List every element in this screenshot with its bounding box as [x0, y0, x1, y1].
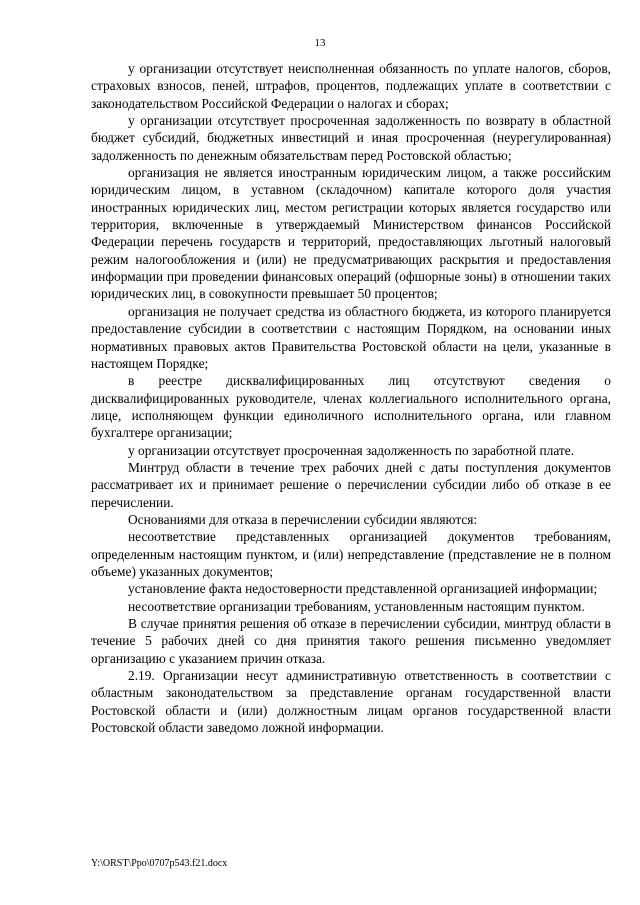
- document-body: [91, 60, 611, 736]
- paragraph-section-2-19: 2.19. Организации несут административную ответственность в соответствии с областным законодательством за представление органам государственной власти Ростовской области и (или) должностным лицам органов государственной власти Ростовской области заведомо ложной информации.: [91, 668, 611, 736]
- file-path-footer: Y:\ORST\Ppo\0707p543.f21.docx: [91, 858, 228, 869]
- paragraph-other-funding: организация не получает средства из областного бюджета, из которого планируется предоставление субсидии в соответствии с настоящим Порядком, на основании иных нормативных правовых актов Правительства Ростовской области на цели, указанные в настоящем Порядке;: [91, 303, 611, 371]
- paragraph-budget-debt: у организации отсутствует просроченная задолженность по возврату в областной бюджет субсидий, бюджетных инвестиций и иная просроченная (неурегулированная) задолженность по денежным обязательствам перед Ростовской областью;: [91, 113, 611, 163]
- paragraph-refusal-notice: В случае принятия решения об отказе в перечислении субсидии, минтруд области в течение 5 рабочих дней со дня принятия такого решения письменно уведомляет организацию с указанием причин отказа.: [91, 616, 611, 666]
- paragraph-wage-arrears: у организации отсутствует просроченная задолженность по заработной плате.: [128, 442, 575, 458]
- paragraph-tax-arrears: у организации отсутствует неисполненная обязанность по уплате налогов, сборов, страховых взносов, пеней, штрафов, процентов, подлежащих уплате в соответствии с законодательством Российской Федерации о налогах и сборах;: [91, 61, 611, 111]
- paragraph-disqualified-persons: в реестре дисквалифицированных лиц отсутствуют сведения о дисквалифицированных руководителе, членах коллегиального исполнительного органа, лице, исполняющем функции единоличного исполнительного органа, или главном бухгалтере организации;: [91, 373, 611, 441]
- paragraph-review-period: Минтруд области в течение трех рабочих дней с даты поступления документов рассматривает их и принимает решение о перечислении субсидии либо об отказе в ее перечислении.: [91, 459, 611, 510]
- paragraph-document-mismatch: несоответствие представленных организацией документов требованиям, определенным настоящим пунктом, и (или) непредставление (представление не в полном объеме) указанных документов;: [91, 529, 611, 579]
- page-number: 13: [314, 37, 326, 49]
- paragraph-foreign-entity: организация не является иностранным юридическим лицом, а также российским юридическим лицом, в уставном (складочном) капитале которого доля участия иностранных юридических лиц, местом регистрации которых является государство или территория, включенные в утверждаемый Министерством финансов Российской Федерации перечень государств и территорий, предоставляющих льготный налоговый режим налогообложения и (или) не предусматривающих раскрытия и предоставления информации при проведении финансовых операций (офшорные зоны) в отношении таких юридических лиц, в совокупности превышает 50 процентов;: [91, 165, 611, 302]
- paragraph-requirements-mismatch: несоответствие организации требованиям, установленным настоящим пунктом.: [128, 598, 585, 614]
- paragraph-refusal-grounds: Основаниями для отказа в перечислении субсидии являются:: [128, 511, 478, 527]
- paragraph-false-info: установление факта недостоверности представленной организацией информации;: [128, 581, 598, 597]
